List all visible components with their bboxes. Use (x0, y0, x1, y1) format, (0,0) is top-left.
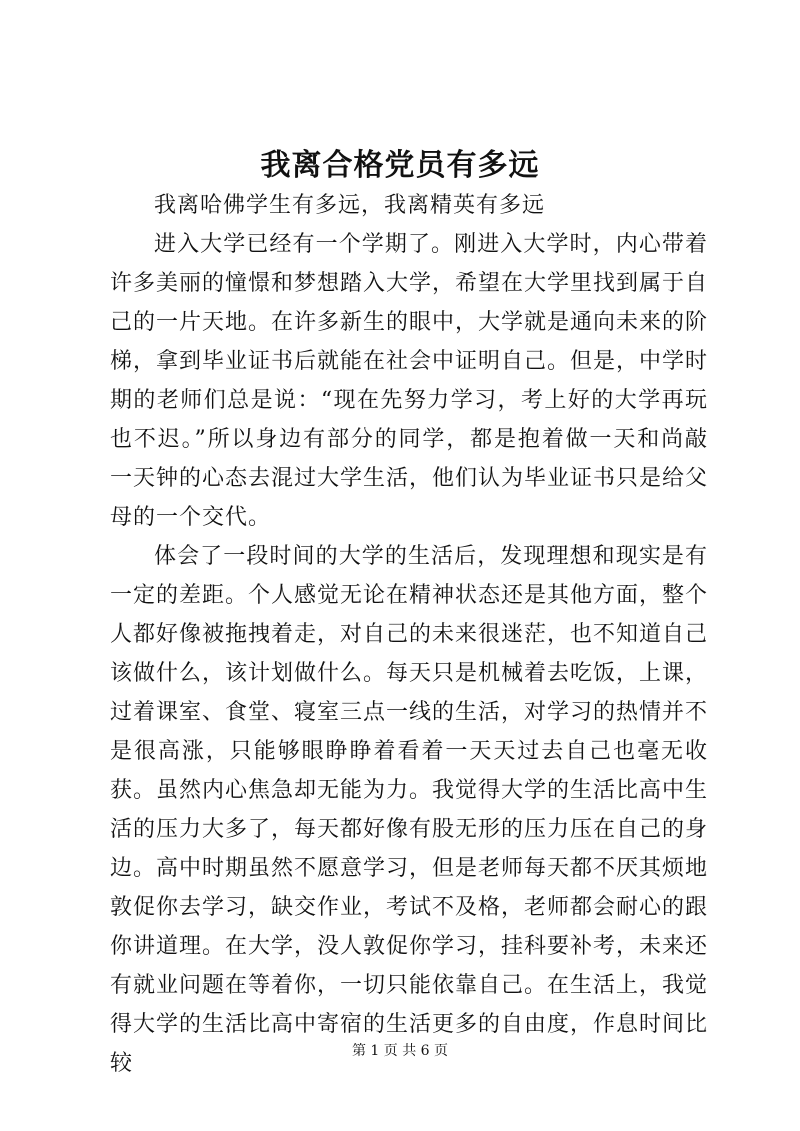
document-title: 我离合格党员有多远 (260, 148, 540, 183)
page-footer: 第 1 页 共 6 页 (351, 1043, 449, 1059)
paragraph-2: 进入大学已经有一个学期了。刚进入大学时，内心带着许多美丽的憧憬和梦想踏入大学，希望在大学里找到属于自己的一片天地。在许多新生的眼中，大学就是通向未来的阶梯，拿到毕业证书后就能在社会中证明自己。但是，中学时期的老师们总是说：“现在先努力学习，考上好的大学再玩也不迟。”所以身边有部分的同学，都是抱着做一天和尚敲一天钟的心态去混过大学生活，他们认为毕业证书只是给父母的一个交代。 (110, 232, 709, 530)
paragraph-3: 体会了一段时间的大学的生活后，发现理想和现实是有一定的差距。个人感觉无论在精神状态还是其他方面，整个人都好像被拖拽着走，对自己的未来很迷茫，也不知道自己该做什么，该计划做什么。每天只是机械着去吃饭，上课，过着课室、食堂、寝室三点一线的生活，对学习的热情并不是很高涨，只能够眼睁睁着看着一天天过去自己也毫无收获。虽然内心焦急却无能为力。我觉得大学的生活比高中生活的压力大多了，每天都好像有股无形的压力压在自己的身边。高中时期虽然不愿意学习，但是老师每天都不厌其烦地敦促你去学习，缺交作业，考试不及格，老师都会耐心的跟你讲道理。在大学，没人敦促你学习，挂科要补考，未来还有就业问题在等着你，一切只能依靠自己。在生活上，我觉得大学的生活比高中寄宿的生活更多的自由度，作息时间比较 (110, 544, 709, 1076)
document-body (110, 186, 708, 1083)
paragraph-1: 我离哈佛学生有多远，我离精英有多远 (154, 193, 546, 218)
